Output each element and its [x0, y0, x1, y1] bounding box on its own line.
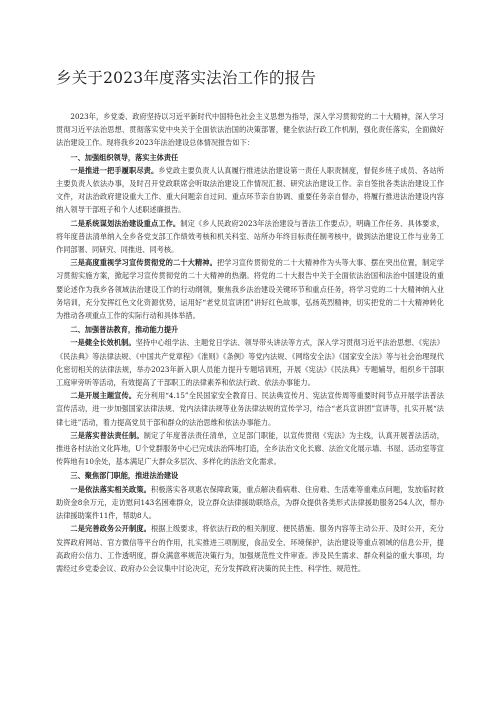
- section-1-heading: 一、加强组织领导，落实主体责任: [70, 152, 179, 162]
- paragraph-text: 乡党政主要负责人认真履行推进法治建设第一责任人职责制度，督促乡班子成员、各站所主要负责人依法办事，及时召开党政联席会听取法治建设工作情况汇报、研究法治建设工作。亲自签批各类法治建设工作文件，对法治政府建设重大工作、重大问题亲自过问、重点环节亲自协调、重要任务亲自督办，将履行推进法治建设内容纳入领导干部班子和个人述职述廉报告。: [56, 165, 444, 215]
- paragraph-lead: 二是系统谋划法治建设重点工作。: [70, 218, 181, 228]
- paragraph-lead: 三是高度重视学习宣传贯彻党的二十大精神。: [70, 258, 217, 268]
- section-2-paragraph-1: [56, 336, 444, 389]
- document-title: 乡关于2023年度落实法治工作的报告: [56, 69, 317, 87]
- paragraph-text: 根据上级要求，将依法行政的相关制度、便民措施、服务内容等主动公开、及时公开，充分发挥政府网站、官方微信等平台的作用，扎实推进三项制度，食品安全、环境保护，法治建设等重点领域的信息公开，提高政府公信力、工作透明度，群众满意率规范决策行为，加强规范性文件审查。涉及民生需求、群众利益的重大事项，均需经过乡党委会议、政府办公会议集中讨论决定，充分发挥政府决策的民主性、科学性、规范性。: [56, 524, 444, 573]
- paragraph-text: 制定了年度普法责任清单，立足部门职能，以宣传贯彻《宪法》为主线，认真开展普法活动，推进各村法治文化阵地，U个党群服务中心已完成法治阵地打造，全乡法治文化长廊、法治文化展示墙、书屋、活动室等宣传阵地有10余处，基本满足广大群众多层次、多样化的法治文化需求。: [56, 430, 444, 467]
- section-1-paragraph-1: [56, 164, 444, 217]
- section-1-paragraph-2: [56, 217, 444, 257]
- paragraph-lead: 一是推进一把手履职尽责。: [70, 165, 159, 175]
- section-1-paragraph-3: [56, 256, 444, 322]
- paragraph-lead: 三是落实普法责任制。: [70, 430, 144, 440]
- section-3-heading: 三、聚焦部门职能，推进法治建设: [70, 471, 179, 481]
- paragraph-text: 把学习宣传贯彻党的二十大精神作为头等大事、摆在突出位置，制定学习贯彻实施方案，掀起学习宣传贯彻党的二十大精神的热潮。将党的二十大报告中关于全面依法治国和法治中国建设的重要论述作为我乡各领域法治建设工作的行动纲领，聚焦我乡法治建设关键环节和重点任务，将学习党的二十大精神纳入业务培训，充分发挥红色文化资源优势，运用好“老党员宣讲团”讲好红色故事，弘扬英烈精神，切实把党的二十大精神转化为推动各项重点工作的实际行动和具体举措。: [56, 258, 444, 321]
- section-2-heading: 二、加强普法教育，推动能力提升: [70, 325, 179, 335]
- paragraph-lead: 二是开展主题宣传。: [70, 391, 137, 401]
- paragraph-text: 积极落实各项惠农保障政策，重点解决看病难、住房难、生活难等重难点问题，发放临时救助资金8余万元，走访慰问143名困难群众，设立群众法律援助联络点，为群众提供各类形式法律援助服务254人次，帮办法律援助案件11件，帮助8人。: [56, 484, 444, 521]
- paragraph-lead: 一是依法落实相关政策。: [70, 484, 151, 494]
- paragraph-text: 坚持中心组学法、主题党日学法、领导带头讲法等方式，深入学习贯彻习近平法治思想、《宪法》《民法典》等法律法规、《中国共产党章程》《准则》《条例》等党内法规、《网络安全法》《国家安全法》等与社会治理现代化密切相关的法律法规，举办2023年新入职人员能力提升专题培训班，开展《宪法》《民法典》专题辅导，组织乡干部职工庭审旁听等活动，有效提高了干部职工的法律素养和依法行政、依法办事能力。: [56, 338, 444, 388]
- paragraph-text: 充分利用“4.15”全民国家安全教育日、民法典宣传月、宪法宣传周等重要时间节点开展学法普法宣传活动，进一步加强国家法律法规、党内法律法规等业务法律法规的宣传学习，结合“老兵宣讲团”宣讲等，扎实开展“法律七进”活动，着力提高党员干部和群众的法治思维和依法办事能力。: [56, 391, 444, 427]
- paragraph-lead: 一是健全长效机制。: [70, 338, 136, 348]
- paragraph-text: 制定《乡人民政府2023年法治建设与普法工作要点》，明确工作任务、具体要求，将年度普法清单纳入全乡各党支部工作绩效考核和机关科室、站所办年终目标责任制考核中，做到法治建设工作与业务工作同部署、同研究、同推进、同考核。: [56, 218, 444, 255]
- paragraph-lead: 二是完善政务公开制度。: [70, 524, 151, 534]
- section-3-paragraph-1: [56, 483, 444, 523]
- section-2-paragraph-2: [56, 389, 444, 429]
- intro-paragraph: 2023年，乡党委、政府坚持以习近平新时代中国特色社会主义思想为指导，深入学习贯彻党的二十大精神，深入学习贯彻习近平法治思想、贯彻落实党中央关于全面依法治国的决策部署，健全依法行政工作机制，强化责任落实，全面做好法治建设工作。现将我乡2023年法治建设总体情况报告如下：: [56, 112, 444, 148]
- section-3-paragraph-2: [56, 522, 444, 575]
- section-2-paragraph-3: [56, 429, 444, 469]
